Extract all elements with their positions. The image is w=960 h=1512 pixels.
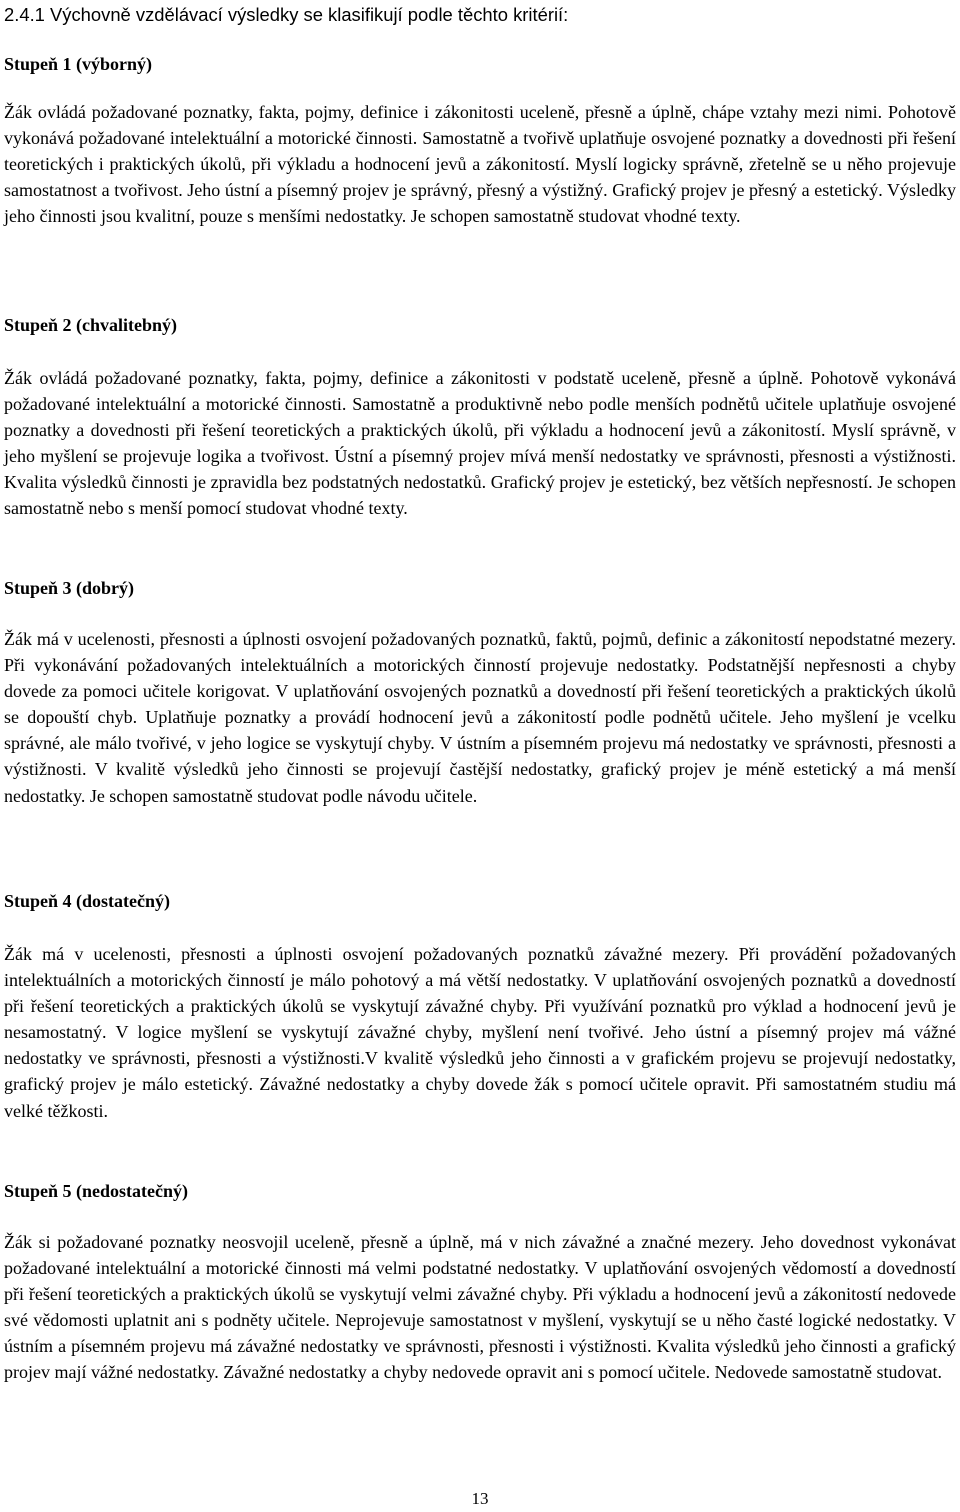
- grade-3-description: Žák má v ucelenosti, přesnosti a úplnosti osvojení požadovaných poznatků, faktů, pojmů, definic a zákonitostí nepodstatné mezery. Při vykonávání požadovaných intelektuálních a motorických činností projevuje nedostatky. Podstatnější nepřesnosti a chyby dovede za pomoci učitele korigovat. V uplatňování osvojených poznatků a dovedností při řešení teoretických a praktických úkolů se dopouští chyb. Uplatňuje poznatky a provádí hodnocení jevů a zákonitostí podle podnětů učitele. Jeho myšlení je vcelku správné, ale málo tvořivé, v jeho logice se vyskytují chyby. V ústním a písemném projevu má nedostatky ve správnosti, přesnosti a výstižnosti. V kvalitě výsledků jeho činnosti se projevují častější nedostatky, grafický projev je méně estetický a má menší nedostatky. Je schopen samostatně studovat podle návodu učitele.: [4, 629, 956, 806]
- grade-3-title: Stupeň 3 (dobrý): [4, 578, 135, 598]
- section-heading: 2.4.1 Výchovně vzdělávací výsledky se klasifikují podle těchto kritérií:: [4, 4, 569, 25]
- grade-2-description: Žák ovládá požadované poznatky, fakta, pojmy, definice a zákonitosti v podstatě uceleně, přesně a úplně. Pohotově vykonává požadované intelektuální a motorické činnosti. Samostatně a produktivně nebo podle menších podnětů učitele uplatňuje osvojené poznatky a dovednosti při řešení teoretických a praktických úkolů, při výkladu a hodnocení jevů a zákonitostí. Myslí správně, v jeho myšlení se projevuje logika a tvořivost. Ústní a písemný projev mívá menší nedostatky ve správnosti, přesnosti a výstižnosti. Kvalita výsledků činnosti je zpravidla bez podstatných nedostatků. Grafický projev je estetický, bez větších nepřesností. Je schopen samostatně nebo s menší pomocí studovat vhodné texty.: [4, 368, 956, 519]
- grade-4-title: Stupeň 4 (dostatečný): [4, 891, 171, 911]
- grade-5-description: Žák si požadované poznatky neosvojil uceleně, přesně a úplně, má v nich závažné a značné mezery. Jeho dovednost vykonávat požadované intelektuální a motorické činnosti má velmi podstatné nedostatky. V uplatňování osvojených vědomostí a dovedností při řešení teoretických a praktických úkolů se vyskytují velmi závažné chyby. Při výkladu a hodnocení jevů a zákonitostí nedovede své vědomosti uplatnit ani s podněty učitele. Neprojevuje samostatnost v myšlení, vyskytují se u něho časté logické nedostatky. V ústním a písemném projevu má závažné nedostatky ve správnosti, přesnosti i výstižnosti. Kvalita výsledků jeho činnosti a grafický projev mají vážné nedostatky. Závažné nedostatky a chyby nedovede opravit ani s pomocí učitele. Nedovede samostatně studovat.: [4, 1232, 956, 1383]
- page-number: 13: [471, 1489, 489, 1508]
- grade-5-title: Stupeň 5 (nedostatečný): [4, 1181, 189, 1201]
- grade-1-description: Žák ovládá požadované poznatky, fakta, pojmy, definice i zákonitosti uceleně, přesně a úplně, chápe vztahy mezi nimi. Pohotově vykonává požadované intelektuální a motorické činnosti. Samostatně a tvořivě uplatňuje osvojené poznatky a dovednosti při řešení teoretických i praktických úkolů, při výkladu a hodnocení jevů a zákonitostí. Myslí logicky správně, zřetelně se u něho projevuje samostatnost a tvořivost. Jeho ústní a písemný projev je správný, přesný a výstižný. Grafický projev je přesný a estetický. Výsledky jeho činnosti jsou kvalitní, pouze s menšími nedostatky. Je schopen samostatně studovat vhodné texty.: [4, 102, 956, 227]
- grade-4-description: Žák má v ucelenosti, přesnosti a úplnosti osvojení požadovaných poznatků závažné mezery. Při provádění požadovaných intelektuálních a motorických činností je málo pohotový a má větší nedostatky. V uplatňování osvojených poznatků a dovedností při řešení teoretických a praktických úkolů se vyskytují závažné chyby. Při využívání poznatků pro výklad a hodnocení jevů je nesamostatný. V logice myšlení se vyskytují závažné chyby, myšlení není tvořivé. Jeho ústní a písemný projev má vážné nedostatky ve správnosti, přesnosti a výstižnosti.V kvalitě výsledků jeho činnosti a v grafickém projevu se projevují nedostatky, grafický projev je málo estetický. Závažné nedostatky a chyby dovede žák s pomocí učitele opravit. Při samostatném studiu má velké těžkosti.: [4, 944, 956, 1121]
- grade-2-title: Stupeň 2 (chvalitebný): [4, 315, 178, 335]
- grade-1-title: Stupeň 1 (výborný): [4, 54, 153, 74]
